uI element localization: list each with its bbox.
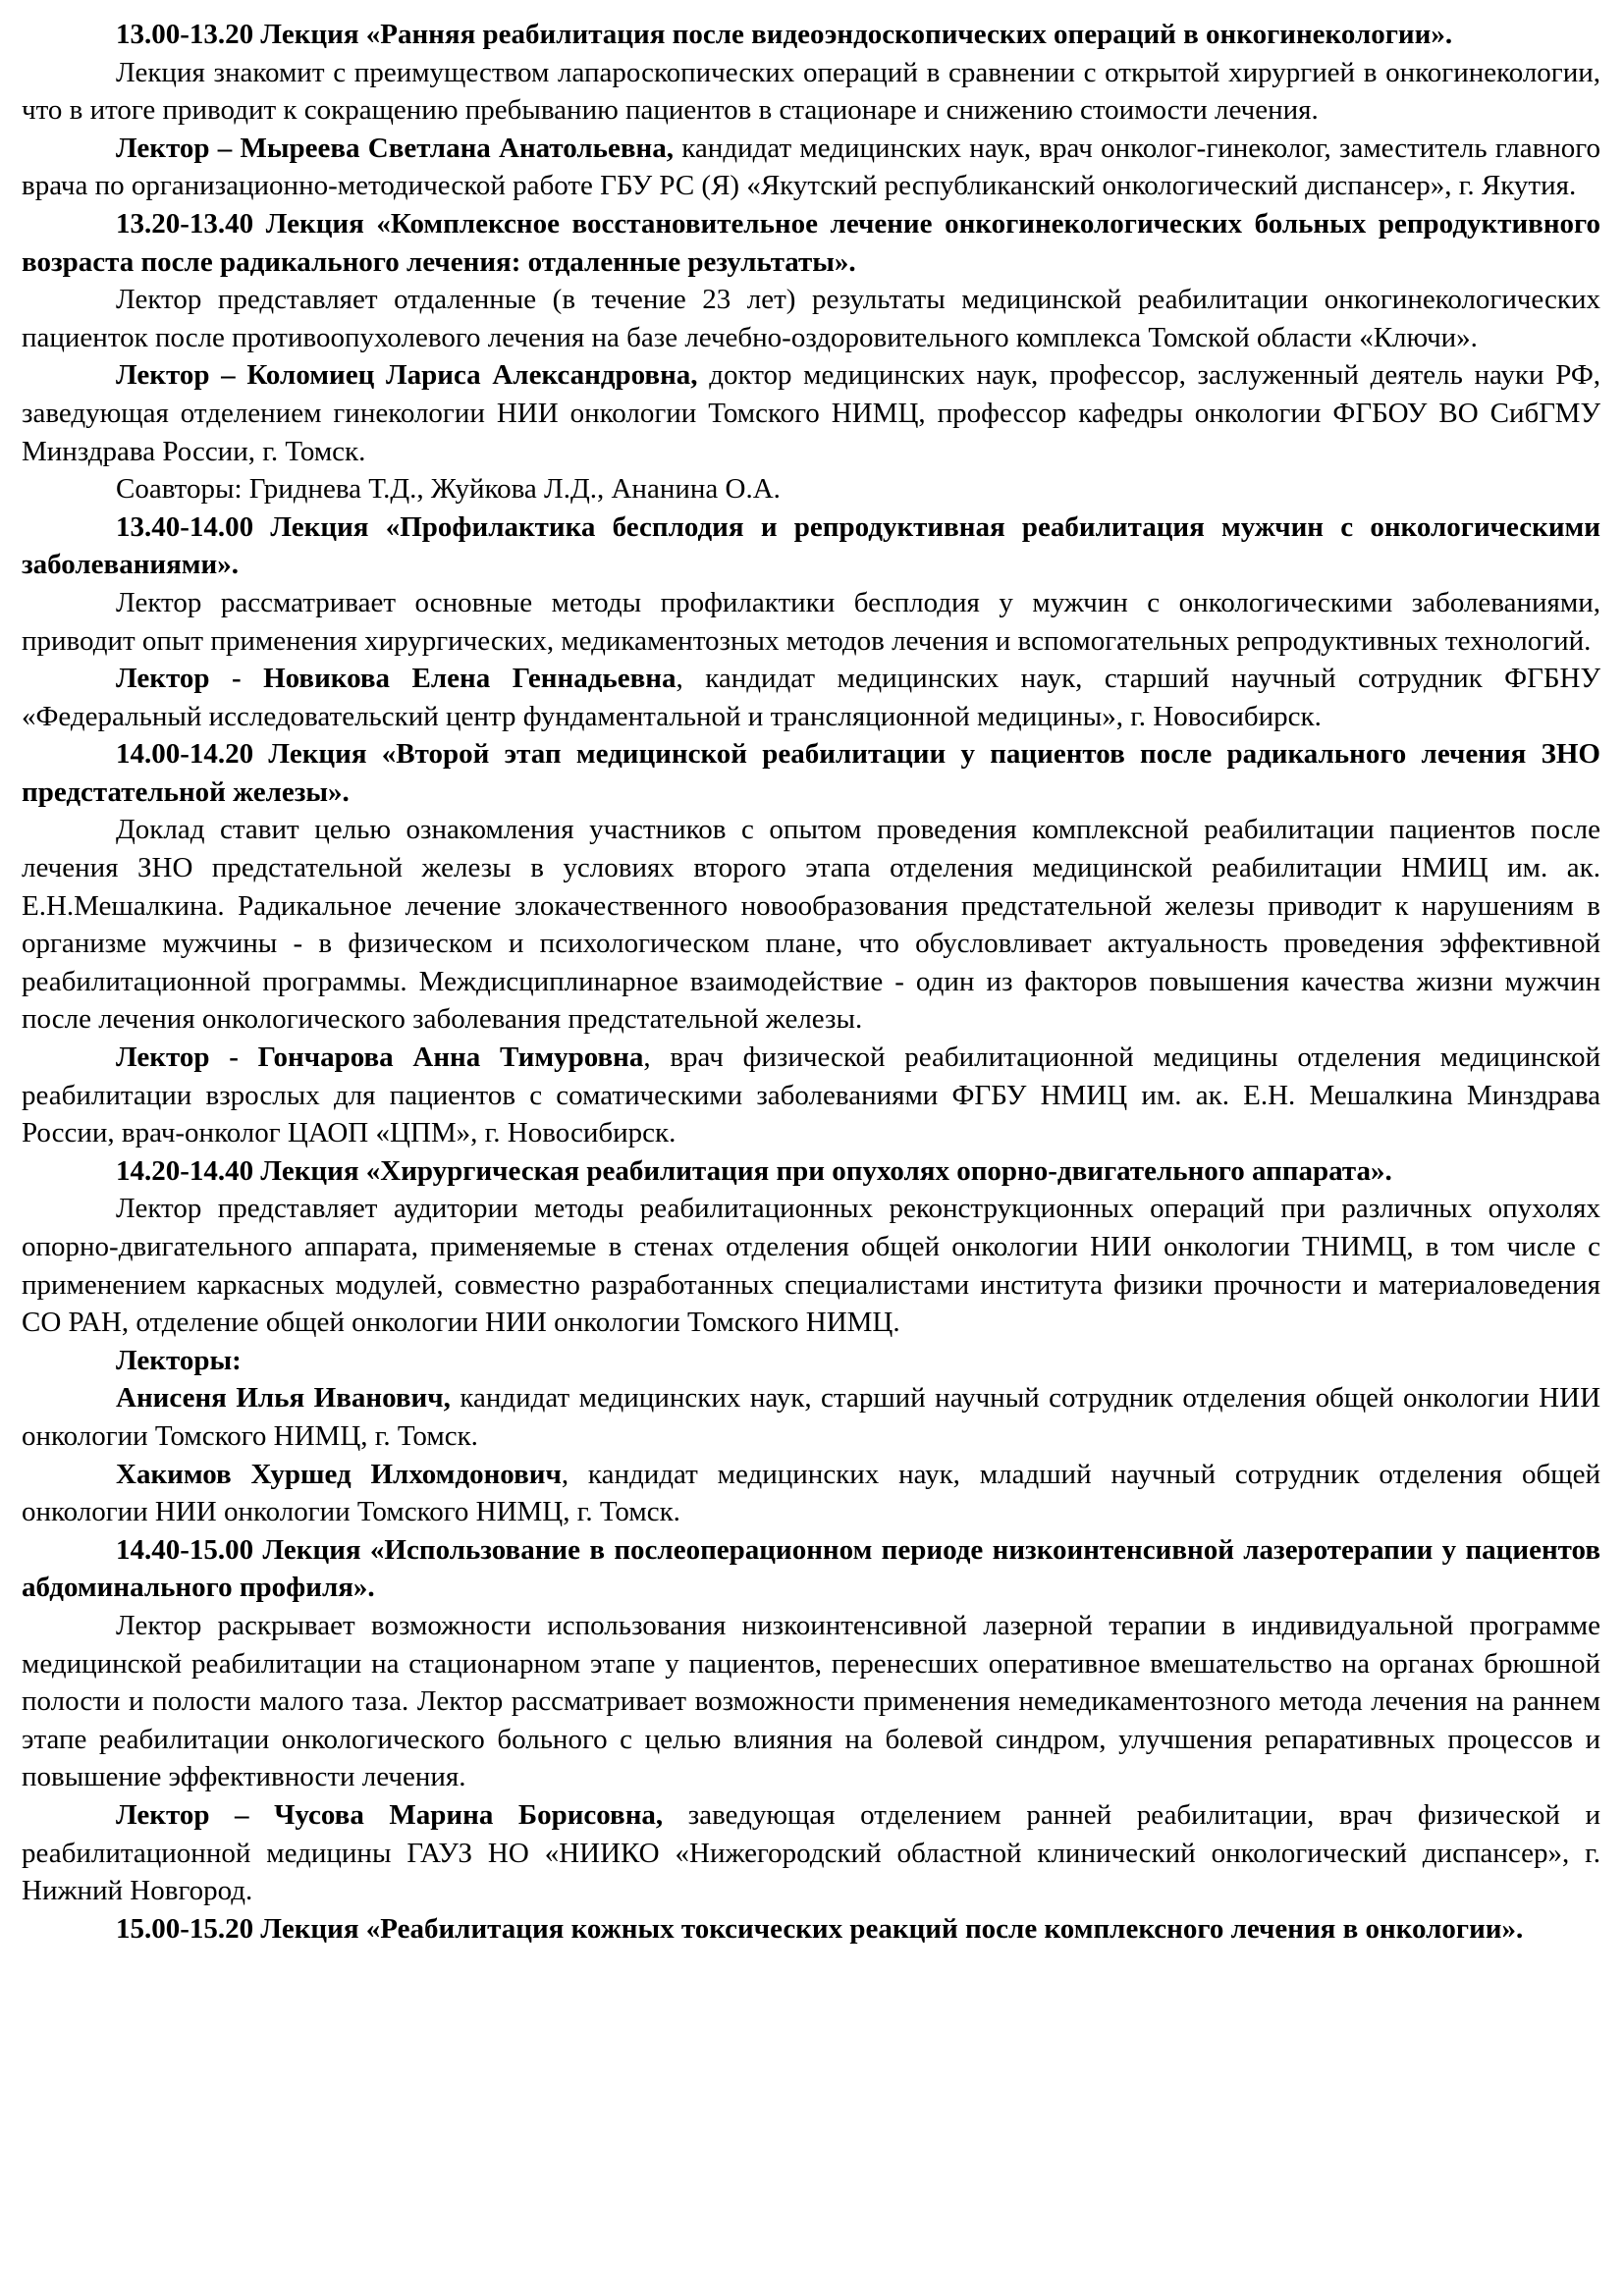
lecture-header: 14.00-14.20 Лекция «Второй этап медицинской реабилитации у пациентов после радикального лечения ЗНО предстательной железы». [22, 738, 1600, 808]
lecturer-paragraph [22, 356, 1600, 470]
lecture-header: 15.00-15.20 Лекция «Реабилитация кожных токсических реакций после комплексного лечения в онкологии». [116, 1912, 1524, 1945]
lecturer-info: , кандидат медицинских наук, младший научный сотрудник отделения общей онкологии НИИ онкологии Томского НИМЦ, г. Томск. [22, 1458, 1600, 1528]
lecturer-name: Лектор – Чусова Марина Борисовна, [116, 1798, 664, 1831]
lecturer-paragraph [22, 1039, 1600, 1152]
lecturer-name: Анисеня Илья Иванович, [116, 1382, 451, 1415]
lecturer-name: Хакимов Хуршед Илхомдонович [116, 1458, 562, 1490]
lecturers-label: Лекторы: [116, 1344, 242, 1376]
lecture-header: 13.40-14.00 Лекция «Профилактика бесплодия и репродуктивная реабилитация мужчин с онкологическими заболеваниями». [22, 510, 1600, 581]
lecture-description: Лектор представляет аудитории методы реабилитационных реконструкционных операций при различных опухолях опорно-двигательного аппарата, применяемые в стенах отделения общей онкологии НИИ онкологии ТНИМЦ, в том числе с применением каркасных модулей, совместно разработанных специалистами института физики прочности и материаловедения СО РАН, отделение общей онкологии НИИ онкологии Томского НИМЦ. [22, 1193, 1600, 1339]
lecturer-paragraph [22, 1796, 1600, 1910]
lecture-header: 13.20-13.40 Лекция «Комплексное восстановительное лечение онкогинекологических больных репродуктивного возраста после радикального лечения: отдаленные результаты». [22, 207, 1600, 278]
lecturer-paragraph [22, 1379, 1600, 1455]
lecturer-paragraph [22, 1456, 1600, 1531]
lecture-description: Лектор рассматривает основные методы профилактики бесплодия у мужчин с онкологическими заболеваниями, приводит опыт применения хирургических, медикаментозных методов лечения и вспомогательных репродуктивных технологий. [22, 586, 1600, 657]
lecturer-info: доктор медицинских наук, профессор, заслуженный деятель науки РФ, заведующая отделением гинекологии НИИ онкологии Томского НИМЦ, профессор кафедры онкологии ФГБОУ ВО СибГМУ Минздрава России, г. Томск. [22, 359, 1600, 467]
lecture-header: 14.20-14.40 Лекция «Хирургическая реабилитация при опухолях опорно-двигательного аппарата». [116, 1154, 1392, 1187]
document-page [22, 16, 1600, 1948]
lecturer-name: Лектор - Новикова Елена Геннадьевна [116, 663, 677, 695]
lecturer-name: Лектор - Гончарова Анна Тимуровна [116, 1041, 644, 1074]
lecturer-name: Лектор – Коломиец Лариса Александровна, [116, 359, 698, 392]
lecturer-info: заведующая отделением ранней реабилитации, врач физической и реабилитационной медицины ГАУЗ НО «НИИКО «Нижегородский областной клинический онкологический диспансер», г. Нижний Новгород. [22, 1798, 1600, 1907]
lecture-description: Доклад ставит целью ознакомления участников с опытом проведения комплексной реабилитации пациентов после лечения ЗНО предстательной железы в условиях второго этапа отделения медицинской реабилитации НМИЦ им. ак. Е.Н.Мешалкина. Радикальное лечение злокачественного новообразования предстательной железы приводит к нарушениям в организме мужчины - в физическом и психологическом плане, что обусловливает актуальность проведения эффективной реабилитационной программы. Междисциплинарное взаимодействие - один из факторов повышения качества жизни мужчин после лечения онкологического заболевания предстательной железы. [22, 814, 1600, 1036]
lecturer-name: Лектор – Мыреева Светлана Анатольевна, [116, 132, 675, 164]
lecture-header: 13.00-13.20 Лекция «Ранняя реабилитация после видеоэндоскопических операций в онкогинекологии». [116, 19, 1453, 50]
lecture-description: Лекция знакомит с преимуществом лапароскопических операций в сравнении с открытой хирургией в онкогинекологии, что в итоге приводит к сокращению пребыванию пациентов в стационаре и снижению стоимости лечения. [22, 56, 1600, 127]
lecturer-paragraph [22, 660, 1600, 735]
lecturer-info: кандидат медицинских наук, врач онколог-гинеколог, заместитель главного врача по организационно-методической работе ГБУ РС (Я) «Якутский республиканский онкологический диспансер», г. Якутия. [22, 132, 1600, 202]
lecturer-info: кандидат медицинских наук, старший научный сотрудник отделения общей онкологии НИИ онкологии Томского НИМЦ, г. Томск. [22, 1382, 1601, 1452]
lecturer-info: , врач физической реабилитационной медицины отделения медицинской реабилитации взрослых для пациентов с соматическими заболеваниями ФГБУ НМИЦ им. ак. Е.Н. Мешалкина Минздрава России, врач-онколог ЦАОП «ЦПМ», г. Новосибирск. [22, 1041, 1600, 1149]
lecture-description: Лектор представляет отдаленные (в течение 23 лет) результаты медицинской реабилитации онкогинекологических пациенток после противоопухолевого лечения на базе лечебно-оздоровительного комплекса Томской области «Ключи». [22, 284, 1600, 353]
lecture-header: 14.40-15.00 Лекция «Использование в послеоперационном периоде низкоинтенсивной лазеротерапии у пациентов абдоминального профиля». [22, 1533, 1600, 1604]
lecturer-paragraph [22, 130, 1600, 205]
coauthors: Соавторы: Гриднева Т.Д., Жуйкова Л.Д., Ананина О.А. [116, 473, 781, 506]
lecturer-info: , кандидат медицинских наук, старший научный сотрудник ФГБНУ «Федеральный исследовательский центр фундаментальной и трансляционной медицины», г. Новосибирск. [22, 663, 1600, 732]
lecture-description: Лектор раскрывает возможности использования низкоинтенсивной лазерной терапии в индивидуальной программе медицинской реабилитации на стационарном этапе у пациентов, перенесших оперативное вмешательство на органах брюшной полости и полости малого таза. Лектор рассматривает возможности применения немедикаментозного метода лечения на раннем этапе реабилитации онкологического больного с целью влияния на болевой синдром, улучшения репаративных процессов и повышение эффективности лечения. [22, 1609, 1600, 1793]
